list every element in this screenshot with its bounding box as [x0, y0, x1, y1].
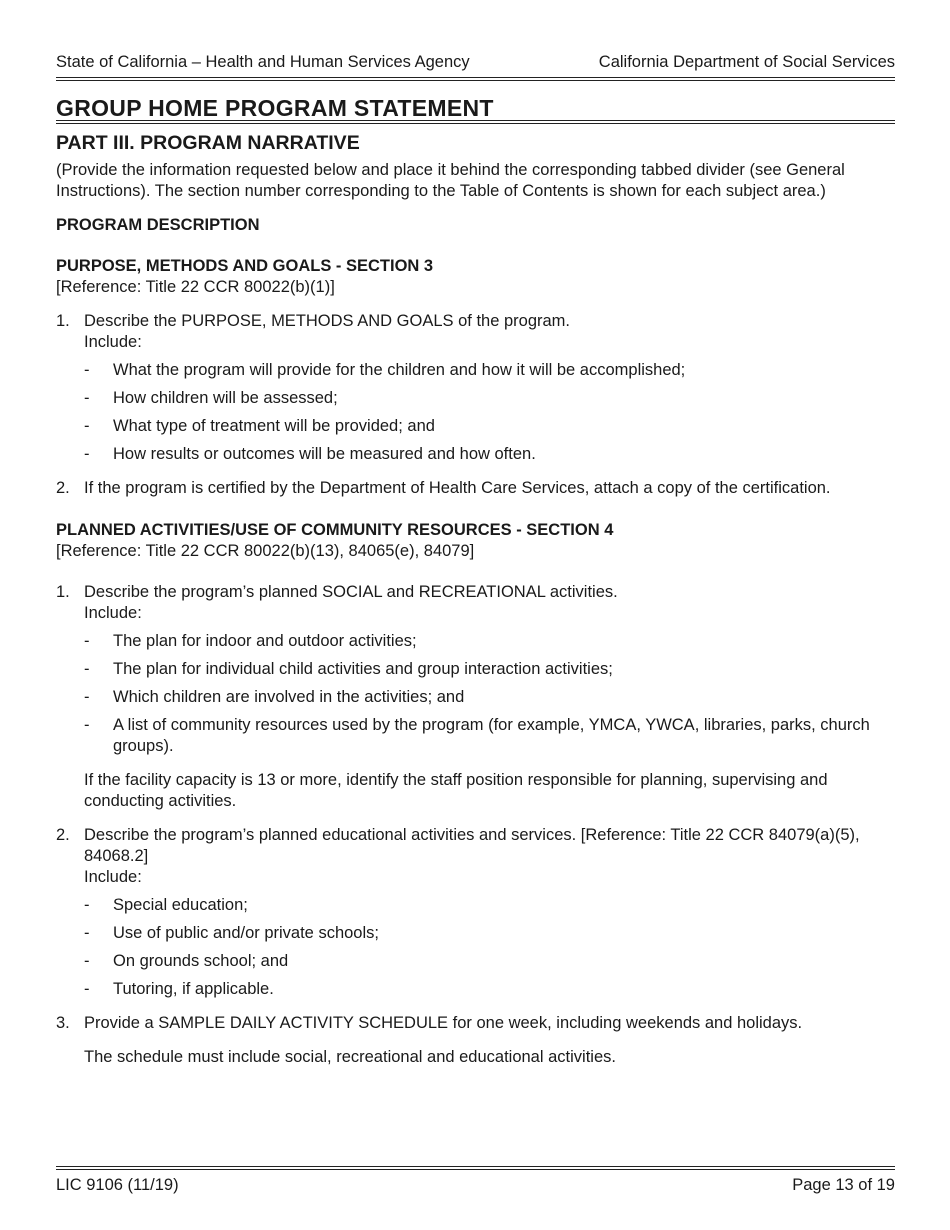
- section4-reference: [Reference: Title 22 CCR 80022(b)(13), 84065(e), 84079]: [56, 542, 475, 560]
- item-include: Include:: [84, 604, 142, 622]
- bullet-item: - The plan for individual child activities and group interaction activities;: [84, 660, 613, 678]
- intro-text: (Provide the information requested below and place it behind the corresponding tabbed divider (see General Instructions). The section number corresponding to the Table of Contents is shown for each subject area.): [56, 161, 845, 200]
- item-number: 2.: [56, 826, 70, 844]
- section4-heading: PLANNED ACTIVITIES/USE OF COMMUNITY RESOURCES - SECTION 4: [56, 521, 614, 539]
- item-number: 3.: [56, 1014, 70, 1032]
- list-item: [56, 311, 895, 353]
- bullet-item: - A list of community resources used by the program (for example, YMCA, YWCA, libraries, parks, church groups).: [84, 716, 870, 755]
- program-description-heading: PROGRAM DESCRIPTION: [56, 216, 260, 234]
- bullet-item: - Tutoring, if applicable.: [84, 980, 274, 998]
- page-number: Page 13 of 19: [792, 1176, 895, 1194]
- item-note: If the facility capacity is 13 or more, identify the staff position responsible for planning, supervising and conducting activities.: [84, 771, 828, 810]
- list-item: [56, 825, 895, 888]
- bullet-list: [56, 895, 895, 1000]
- item-text: If the program is certified by the Department of Health Care Services, attach a copy of the certification.: [84, 479, 831, 497]
- item-note: The schedule must include social, recreational and educational activities.: [84, 1048, 616, 1066]
- page-title: GROUP HOME PROGRAM STATEMENT: [56, 95, 494, 121]
- item-number: 1.: [56, 583, 70, 601]
- header-agency: State of California – Health and Human Services Agency: [56, 53, 470, 71]
- bullet-item: - On grounds school; and: [84, 952, 289, 970]
- item-include: Include:: [84, 868, 142, 886]
- list-item: [56, 582, 895, 624]
- bullet-item: - How results or outcomes will be measured and how often.: [84, 445, 536, 463]
- list-item: [56, 478, 895, 499]
- bullet-item: - Special education;: [84, 896, 248, 914]
- footer-rule: [56, 1166, 895, 1170]
- title-rule: [56, 120, 895, 124]
- item-number: 1.: [56, 312, 70, 330]
- document-page: [56, 0, 895, 1230]
- bullet-item: - How children will be assessed;: [84, 389, 338, 407]
- item-text: Describe the PURPOSE, METHODS AND GOALS of the program.: [84, 312, 570, 330]
- item-number: 2.: [56, 479, 70, 497]
- part-heading: PART III. PROGRAM NARRATIVE: [56, 132, 360, 154]
- bullet-item: - Which children are involved in the activities; and: [84, 688, 465, 706]
- page-header: [56, 52, 895, 73]
- bullet-item: - The plan for indoor and outdoor activities;: [84, 632, 417, 650]
- narrative-content: [56, 160, 895, 1068]
- item-text: Provide a SAMPLE DAILY ACTIVITY SCHEDULE for one week, including weekends and holidays.: [84, 1014, 803, 1032]
- bullet-list: [56, 360, 895, 465]
- list-item: [56, 1013, 895, 1034]
- item-text: Describe the program’s planned educational activities and services. [Reference: Title 22 CCR 84079(a)(5), 84068.2]: [84, 826, 860, 865]
- page-footer: [56, 1175, 895, 1196]
- section3-reference: [Reference: Title 22 CCR 80022(b)(1)]: [56, 278, 335, 296]
- item-include: Include:: [84, 333, 142, 351]
- item-text: Describe the program’s planned SOCIAL and RECREATIONAL activities.: [84, 583, 618, 601]
- header-department: California Department of Social Services: [598, 53, 895, 71]
- form-id: LIC 9106 (11/19): [56, 1176, 179, 1194]
- bullet-item: - What type of treatment will be provided; and: [84, 417, 435, 435]
- bullet-item: - What the program will provide for the children and how it will be accomplished;: [84, 361, 686, 379]
- bullet-list: [56, 631, 895, 757]
- section3-heading: PURPOSE, METHODS AND GOALS - SECTION 3: [56, 257, 434, 275]
- bullet-item: - Use of public and/or private schools;: [84, 924, 379, 942]
- header-rule: [56, 77, 895, 81]
